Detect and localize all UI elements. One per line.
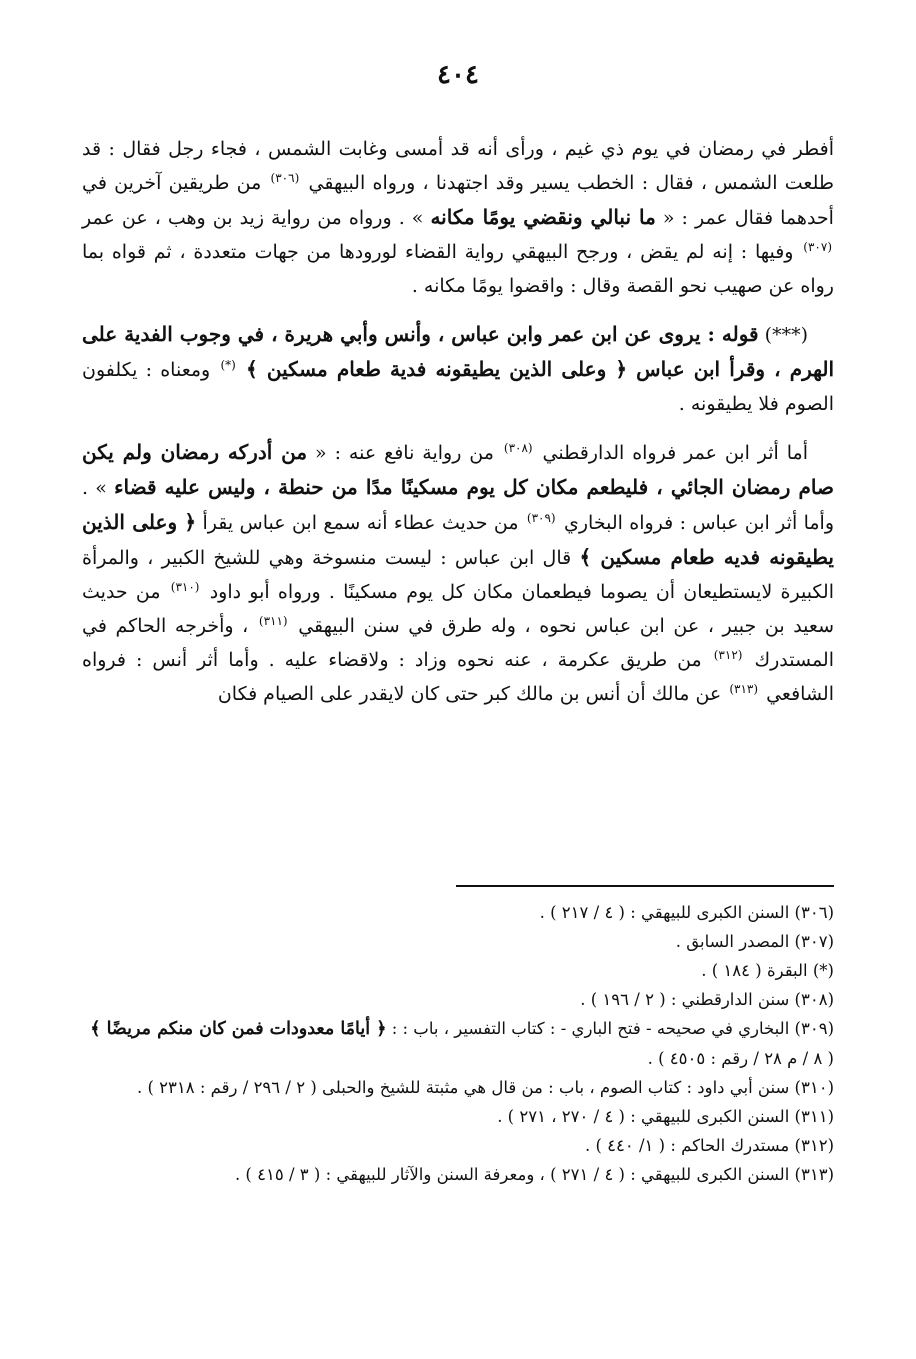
footnote-star: (*) البقرة ( ١٨٤ ) . [701, 961, 834, 980]
bold-verse: ﴿ وعلى الذين يطيقونه فديه طعام مسكين ﴾ [82, 510, 834, 569]
footnote-ref-307[interactable]: (٣٠٧) [803, 239, 832, 254]
footnote-307: (٣٠٧) المصدر السابق . [675, 932, 834, 951]
footnote-309 [82, 1014, 834, 1073]
text-run: من حديث سعيد بن جبير ، عن ابن عباس نحوه ، وله طرق في سنن البيهقي [82, 581, 834, 637]
footnote-divider [456, 885, 834, 887]
text-run: أما أثر ابن عمر فرواه الدارقطني [542, 442, 809, 464]
text-run: عن مالك أن أنس بن مالك كبر حتى كان لايقدر على الصيام فكان [217, 683, 722, 705]
footnote-311: (٣١١) السنن الكبرى للبيهقي : ( ٤ / ٢٧٠ ، ٢٧١ ) . [497, 1107, 834, 1126]
footnote-312: (٣١٢) مستدرك الحاكم : ( ١/ ٤٤٠ ) . [584, 1136, 834, 1155]
footnote-306: (٣٠٦) السنن الكبرى للبيهقي : ( ٤ / ٢١٧ ) . [539, 903, 834, 922]
footnote-verse: ﴿ أيامًا معدودات فمن كان منكم مريضًا ﴾ [90, 1019, 387, 1039]
paragraph-1 [82, 132, 834, 303]
paragraph-3 [82, 435, 834, 711]
footnote-ref-star[interactable]: (*) [220, 357, 236, 372]
paragraph-2 [82, 317, 834, 421]
text-run: (***) [764, 324, 808, 346]
text-run: من طريق عكرمة ، عنه نحوه وزاد : ولاقضاء عليه . وأما أثر أنس : فرواه الشافعي [82, 649, 834, 705]
text-run: ومعناه : يكلفون الصوم فلا يطيقونه . [82, 359, 834, 415]
text-run: وفيها : إنه لم يقض ، ورجح البيهقي رواية القضاء لورودها من جهات متعددة ، ثم قواه بما رواه عن صهيب نحو القصة وقال : واقضوا يومًا مكانه . [82, 241, 834, 297]
footnote-ref-312[interactable]: (٣١٢) [713, 647, 743, 662]
footnote-ref-311[interactable]: (٣١١) [258, 613, 288, 628]
page-number: ٤٠٤ [437, 60, 479, 90]
text-run: » . ورواه [348, 207, 424, 229]
text-run: من رواية زيد بن وهب ، عن عمر [82, 207, 342, 229]
bold-quote: ما نبالي ونقضي يومًا مكانه [430, 205, 656, 229]
main-text [82, 132, 834, 711]
footnote-text: (٣٠٩) البخاري في صحيحه - فتح الباري - : كتاب التفسير ، باب : : [391, 1019, 834, 1038]
footnote-ref-306[interactable]: (٣٠٦) [270, 170, 300, 185]
footnote-text: ( ٨ / م ٢٨ / رقم : ٤٥٠٥ ) . [647, 1049, 834, 1068]
footnote-ref-313[interactable]: (٣١٣) [729, 681, 759, 696]
footnotes [82, 898, 834, 1189]
text-run: » . وأما أثر ابن عباس : فرواه البخاري [82, 477, 835, 534]
bold-quote: من أدركه رمضان ولم يكن صام رمضان الجائي ، فليطعم مكان كل يوم مسكينًا مدًا من حنطة ، وليس عليه قضاء [82, 440, 834, 499]
text-run: ، وأخرجه الحاكم في المستدرك [82, 615, 834, 671]
footnote-ref-309[interactable]: (٣٠٩) [526, 510, 556, 525]
footnote-ref-308[interactable]: (٣٠٨) [503, 440, 533, 455]
text-run: قال ابن عباس : ليست منسوخة وهي للشيخ الكبير ، والمرأة الكبيرة لايستطيعان أن يصوما فيطعمان مكان كل يوم مسكينًا . ورواه أبو داود [82, 547, 834, 603]
footnote-ref-310[interactable]: (٣١٠) [170, 579, 200, 594]
footnote-313: (٣١٣) السنن الكبرى للبيهقي : ( ٤ / ٢٧١ ) ، ومعرفة السنن والآثار للبيهقي : ( ٣ / ٤١٥ ) . [234, 1165, 834, 1184]
footnote-308: (٣٠٨) سنن الدارقطني : ( ٢ / ١٩٦ ) . [580, 990, 834, 1009]
bold-heading: قوله : يروى عن ابن عمر وابن عباس ، وأنس وأبي هريرة ، في وجوب الفدية على الهرم ، وقرأ ابن عباس ﴿ وعلى الذين يطيقونه فدية طعام مسكين ﴾ [82, 322, 835, 381]
text-run: من حديث عطاء أنه سمع ابن عباس يقرأ [202, 512, 519, 534]
text-run: أفطر في رمضان في يوم ذي غيم ، ورأى أنه قد أمسى وغابت الشمس ، فجاء رجل [168, 138, 834, 160]
footnote-310: (٣١٠) سنن أبي داود : كتاب الصوم ، باب : من قال هي مثبتة للشيخ والحبلى ( ٢ / ٢٩٦ / رقم : ٢٣١٨ ) . [137, 1078, 834, 1097]
text-run: من رواية نافع عنه : « [315, 442, 494, 464]
text-run: فقال : قد طلعت الشمس ، فقال : الخطب يسير وقد اجتهدنا ، ورواه البيهقي [82, 138, 834, 194]
text-run: من طريقين آخرين في أحدهما فقال عمر : « [82, 172, 834, 229]
